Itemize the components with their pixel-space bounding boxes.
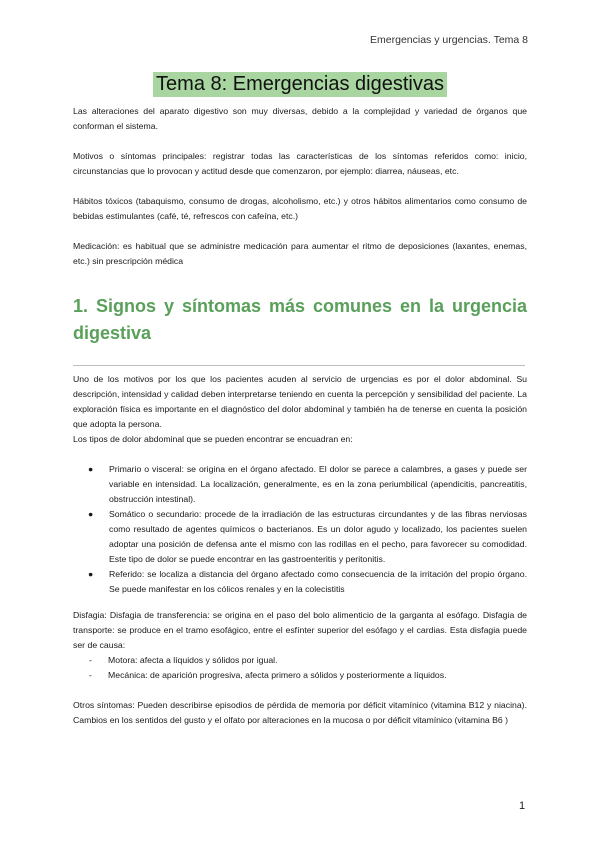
section-heading: 1. Signos y síntomas más comunes en la urgencia digestiva xyxy=(73,296,527,343)
list-item-text: Motora: afecta a líquidos y sólidos por igual. xyxy=(108,655,278,665)
list-item xyxy=(73,653,527,668)
running-header: Emergencias y urgencias. Tema 8 xyxy=(370,34,528,46)
disfagia-paragraph: Disfagia: Disfagia de transferencia: se origina en el paso del bolo alimenticio de la garganta al esófago. Disfagia de transporte: se produce en el tramo esofágico, entre el esfínter superior del esófago y el cardias. Esta disfagia puede ser de causa: xyxy=(73,610,527,650)
list-item xyxy=(73,567,527,597)
list-item-text: Mecánica: de aparición progresiva, afecta primero a sólidos y posteriormente a líquidos. xyxy=(108,670,447,680)
pain-types-list xyxy=(73,462,527,597)
medicacion-paragraph: Medicación: es habitual que se administre medicación para aumentar el ritmo de deposiciones (laxantes, enemas, etc.) sin prescripción médica xyxy=(73,241,527,266)
list-item-text: Primario o visceral: se origina en el órgano afectado. El dolor se parece a calambres, a gases y puede ser variable en intensidad. La localización, generalmente, es en la zona periumbilical (apendicitis, pancreatitis, obstrucción intestinal). xyxy=(109,464,527,504)
list-item-text: Referido: se localiza a distancia del órgano afectado como consecuencia de la irritación del propio órgano. Se puede manifestar en los cólicos renales y en la colecistitis xyxy=(109,569,527,594)
disfagia-causes-list xyxy=(73,653,527,683)
bullet-icon: ● xyxy=(88,464,94,474)
motivos-paragraph: Motivos o síntomas principales: registrar todas las características de los síntomas referidos como: inicio, circunstancias que lo provocan y actitud desde que comenzaron, por ejemplo: diarrea, náuseas, etc. xyxy=(73,151,527,176)
bullet-icon: ● xyxy=(88,509,94,519)
section-divider xyxy=(73,365,525,366)
page-number: 1 xyxy=(519,800,526,812)
list-item xyxy=(73,668,527,683)
intro-section xyxy=(73,104,527,269)
list-item-text: Somático o secundario: procede de la irradiación de las estructuras circundantes y de las fibras nerviosas como resultado de agentes químicos o bacterianos. Es un dolor agudo y localizado, los pacientes suelen adoptar una posición de defensa ante el mismo con las rodillas en el pecho, para favorecer su comodidad. Este tipo de dolor se puede encontrar en las gastroenteritis y peritonitis. xyxy=(109,509,527,564)
dash-icon: - xyxy=(89,670,92,680)
habitos-paragraph: Hábitos tóxicos (tabaquismo, consumo de drogas, alcoholismo, etc.) y otros hábitos alimentarios como consumo de bebidas estimulantes (café, té, refrescos con cafeína, etc.) xyxy=(73,196,527,221)
section-body xyxy=(73,372,527,728)
bullet-icon: ● xyxy=(88,569,94,579)
dolor-paragraph: Uno de los motivos por los que los pacientes acuden al servicio de urgencias es por el dolor abdominal. Su descripción, intensidad y calidad deben interpretarse teniendo en cuenta la percepción y sensibilidad del paciente. La exploración física es importante en el diagnóstico del dolor abdominal y también ha de tenerse en cuenta la posición que adopta la persona. xyxy=(73,374,527,429)
dash-icon: - xyxy=(89,655,92,665)
list-item xyxy=(73,507,527,567)
title-wrapper xyxy=(0,72,600,97)
otros-sintomas-paragraph: Otros síntomas: Pueden describirse episodios de pérdida de memoria por déficit vitamínico (vitamina B12 y niacina). Cambios en los sentidos del gusto y el olfato por alteraciones en la mucosa o por déficit vitamínico (vitamina B6 ) xyxy=(73,700,527,725)
list-item xyxy=(73,462,527,507)
tipos-paragraph: Los tipos de dolor abdominal que se pueden encontrar se encuadran en: xyxy=(73,434,353,444)
intro-paragraph: Las alteraciones del aparato digestivo son muy diversas, debido a la complejidad y variedad de órganos que conforman el sistema. xyxy=(73,106,527,131)
page-title: Tema 8: Emergencias digestivas xyxy=(153,72,447,97)
